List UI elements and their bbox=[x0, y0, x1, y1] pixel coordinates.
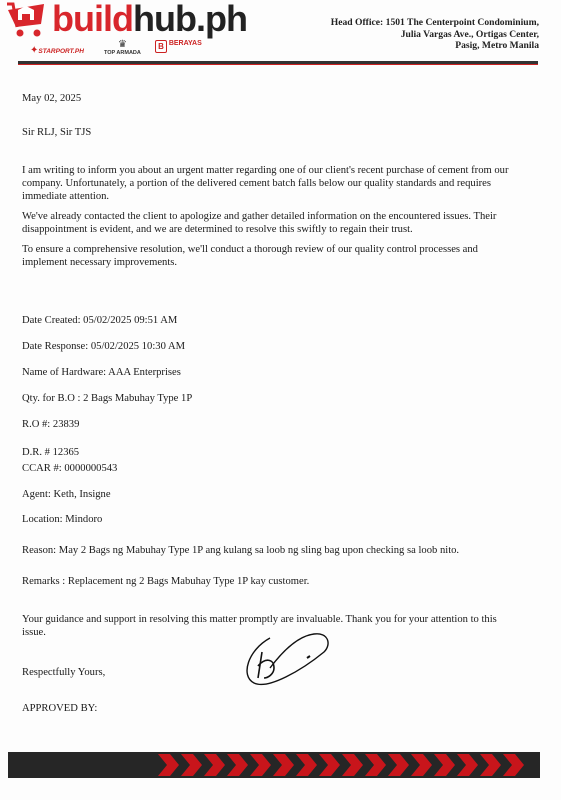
paragraph-3: To ensure a comprehensive resolution, we'll conduct a thorough review of our quality control processes and implement necessary improvements. bbox=[22, 244, 478, 268]
company-logo bbox=[4, 0, 50, 40]
chevron-icon bbox=[319, 754, 340, 776]
field-agent: Agent: Keth, Insigne bbox=[22, 489, 111, 500]
letter-date: May 02, 2025 bbox=[22, 93, 82, 104]
chevron-icon bbox=[250, 754, 271, 776]
brand-part-1: build bbox=[52, 0, 133, 39]
field-ro: R.O #: 23839 bbox=[22, 419, 80, 430]
chevron-icon bbox=[388, 754, 409, 776]
field-dr: D.R. # 12365 bbox=[22, 447, 80, 458]
approved-by: APPROVED BY: bbox=[22, 703, 98, 714]
chevron-icon bbox=[204, 754, 225, 776]
crown-icon: ♛ bbox=[117, 39, 127, 50]
chevron-icon bbox=[227, 754, 248, 776]
sign-off: Respectfully Yours, bbox=[22, 667, 106, 678]
field-date-response: Date Response: 05/02/2025 10:30 AM bbox=[22, 341, 186, 352]
partner-logo-starport: ✦STARPORT.PH bbox=[30, 45, 84, 56]
closing-paragraph: Your guidance and support in resolving this matter promptly are invaluable. Thank you for your attention to this issue. bbox=[22, 614, 497, 638]
brand-part-2: hub.ph bbox=[132, 0, 247, 39]
field-date-created: Date Created: 05/02/2025 09:51 AM bbox=[22, 315, 178, 326]
field-remarks: Remarks : Replacement ng 2 Bags Mabuhay Type 1P kay customer. bbox=[22, 576, 310, 587]
chevron-icon bbox=[158, 754, 179, 776]
chevron-icon bbox=[503, 754, 524, 776]
chevron-icon bbox=[480, 754, 501, 776]
office-line: Pasig, Metro Manila bbox=[455, 40, 539, 51]
field-qty: Qty. for B.O : 2 Bags Mabuhay Type 1P bbox=[22, 393, 193, 404]
head-office-address bbox=[279, 17, 539, 52]
footer-chevron-band bbox=[8, 752, 540, 778]
chevron-icon bbox=[273, 754, 294, 776]
field-ccar: CCAR #: 0000000543 bbox=[22, 463, 118, 474]
paragraph-1: I am writing to inform you about an urgent matter regarding one of our client's recent purchase of cement from our company. Unfortunately, a portion of the delivered cement batch falls below our quality standards and requires immediate attention. bbox=[22, 165, 509, 202]
salutation: Sir RLJ, Sir TJS bbox=[22, 127, 92, 138]
chevron-icon bbox=[342, 754, 363, 776]
signature bbox=[240, 628, 340, 690]
brand-wordmark bbox=[52, 0, 247, 41]
field-location: Location: Mindoro bbox=[22, 514, 103, 525]
field-reason: Reason: May 2 Bags ng Mabuhay Type 1P ang kulang sa loob ng sling bag upon checking sa loob nito. bbox=[22, 545, 460, 556]
chevron-icon bbox=[296, 754, 317, 776]
partner-logo-toparmada: ♛ TOP ARMADA bbox=[104, 39, 141, 56]
chevron-icon bbox=[365, 754, 386, 776]
header-rule-accent bbox=[18, 64, 538, 65]
office-line: Head Office: 1501 The Centerpoint Condominium, bbox=[330, 17, 539, 28]
chevron-icon bbox=[434, 754, 455, 776]
field-hardware: Name of Hardware: AAA Enterprises bbox=[22, 367, 181, 378]
paragraph-2: We've already contacted the client to apologize and gather detailed information on the encountered issues. Their disappointment is evident, and we are determined to resolve this swiftly to regain their trust. bbox=[22, 211, 497, 235]
chevron-icon bbox=[181, 754, 202, 776]
office-line: Julia Vargas Ave., Ortigas Center, bbox=[400, 28, 539, 40]
shopping-cart-icon bbox=[4, 0, 50, 40]
chevron-icon bbox=[411, 754, 432, 776]
chevron-icon bbox=[457, 754, 478, 776]
partner-logo-berayas: B BERAYAS bbox=[155, 40, 202, 53]
